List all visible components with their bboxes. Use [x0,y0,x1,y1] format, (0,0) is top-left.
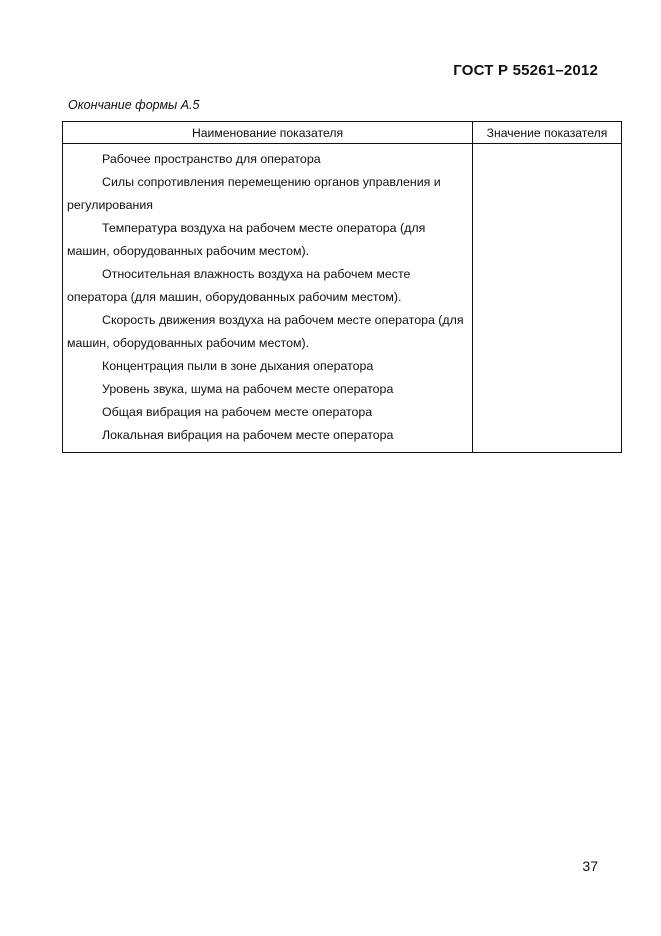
table-body-row [63,144,622,453]
indicator-names-cell [63,144,473,453]
indicator-item: Локальная вибрация на рабочем месте оператора [102,428,394,442]
indicator-item: Температура воздуха на рабочем месте оператора (для машин, оборудованных рабочим местом). [67,221,426,258]
table-caption: Окончание формы А.5 [68,98,200,112]
indicator-item: Скорость движения воздуха на рабочем месте оператора (для машин, оборудованных рабочим местом). [67,313,464,350]
column-header-name: Наименование показателя [63,122,473,144]
indicator-item: Силы сопротивления перемещению органов управления и регулирования [67,175,441,212]
indicator-item: Относительная влажность воздуха на рабочем месте оператора (для машин, оборудованных рабочим местом). [67,267,411,304]
indicator-item: Уровень звука, шума на рабочем месте оператора [102,382,394,396]
indicator-item: Рабочее пространство для оператора [102,152,321,166]
table-header-row [63,122,622,144]
indicator-item: Общая вибрация на рабочем месте оператора [102,405,373,419]
document-header: ГОСТ Р 55261–2012 [453,62,598,79]
column-header-value: Значение показателя [473,122,622,144]
indicator-values-cell [473,144,622,453]
page-number: 37 [582,858,598,874]
form-table [62,121,622,453]
indicator-item: Концентрация пыли в зоне дыхания оператора [102,359,374,373]
